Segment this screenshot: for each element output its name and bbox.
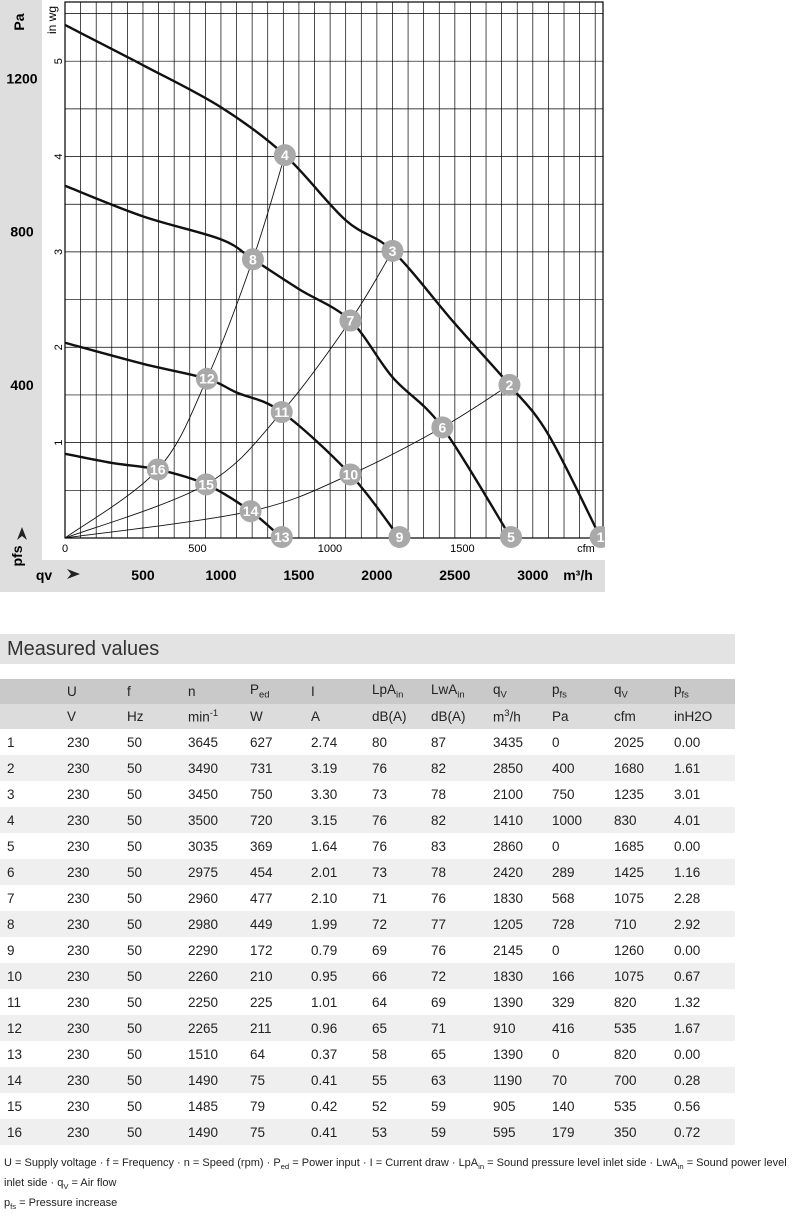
operating-point-label: 13 (273, 529, 290, 545)
table-cell: 8 (0, 911, 61, 937)
table-cell: 1 (0, 729, 61, 755)
table-cell: 1.16 (668, 859, 735, 885)
table-cell: 211 (244, 1015, 305, 1041)
column-unit: $m^3/h$ (487, 704, 546, 729)
table-cell: 2860 (487, 833, 546, 859)
table-cell: 289 (546, 859, 608, 885)
table-cell: 166 (546, 963, 608, 989)
table-cell: 7 (0, 885, 61, 911)
table-cell: 2.10 (305, 885, 366, 911)
table-cell: 1.99 (305, 911, 366, 937)
x-tick-m3h: 2000 (361, 567, 393, 583)
table-cell: 0.37 (305, 1041, 366, 1067)
table-cell: 329 (546, 989, 608, 1015)
table-cell: 12 (0, 1015, 61, 1041)
table-cell: 52 (366, 1093, 425, 1119)
operating-point-label: 2 (505, 376, 514, 393)
table-row (0, 1067, 735, 1093)
table-cell: 830 (608, 807, 668, 833)
table-cell: 1485 (182, 1093, 244, 1119)
column-unit: inH2O (668, 704, 735, 729)
table-cell: 0.56 (668, 1093, 735, 1119)
table-cell: 0.72 (668, 1119, 735, 1145)
table-cell: 82 (425, 755, 487, 781)
column-header: n (182, 679, 244, 704)
table-cell: 750 (546, 781, 608, 807)
table-cell: 595 (487, 1119, 546, 1145)
table-cell: 3 (0, 781, 61, 807)
legend-line-1: U = Supply voltage · f = Frequency · n = Speed $(rpm) \cdot P_{ed}$ = Power input · I = Current draw · LpA$_{in}$ = Sound pressure level inlet side · LwA$_{in}$ = Sound power level inlet side · $q_V$ = Air flow (4, 1157, 787, 1192)
table-cell: 80 (366, 729, 425, 755)
table-cell: 76 (366, 833, 425, 859)
table-cell: 4 (0, 807, 61, 833)
column-unit: $\min^{-1}$ (182, 704, 244, 729)
table-cell: 230 (61, 885, 121, 911)
table-cell: 2960 (182, 885, 244, 911)
table-row (0, 937, 735, 963)
table-cell: 700 (608, 1067, 668, 1093)
operating-point-label: 14 (242, 503, 259, 520)
table-cell: 72 (425, 963, 487, 989)
table-cell: 1425 (608, 859, 668, 885)
column-header (0, 679, 61, 704)
table-cell: 416 (546, 1015, 608, 1041)
table-cell: 0.00 (668, 729, 735, 755)
table-cell: 50 (121, 807, 182, 833)
table-cell: 369 (244, 833, 305, 859)
table-row (0, 1015, 735, 1041)
table-cell: 820 (608, 989, 668, 1015)
operating-point-label: 8 (249, 251, 257, 268)
table-cell: 2.01 (305, 859, 366, 885)
table-cell: 230 (61, 1015, 121, 1041)
table-cell: 3035 (182, 833, 244, 859)
column-header: LpA$_{in}$ (366, 679, 425, 704)
table-cell: 69 (366, 937, 425, 963)
table-cell: 15 (0, 1093, 61, 1119)
table-cell: 2420 (487, 859, 546, 885)
table-cell: 230 (61, 1041, 121, 1067)
operating-point-label: 11 (274, 404, 290, 421)
operating-point-label: 1 (596, 529, 605, 545)
table-cell: 0.96 (305, 1015, 366, 1041)
table-cell: 230 (61, 833, 121, 859)
x-tick-m3h: 2500 (439, 567, 471, 583)
table-cell: 0 (546, 1041, 608, 1067)
table-cell: 0.67 (668, 963, 735, 989)
y-tick-pa: 800 (10, 223, 34, 240)
table-cell: 75 (244, 1067, 305, 1093)
table-cell: 179 (546, 1119, 608, 1145)
table-cell: 73 (366, 859, 425, 885)
table-cell: 477 (244, 885, 305, 911)
table-cell: 225 (244, 989, 305, 1015)
table-row (0, 807, 735, 833)
table-cell: 1.32 (668, 989, 735, 1015)
table-cell: 50 (121, 911, 182, 937)
table-cell: 64 (244, 1041, 305, 1067)
table-row (0, 833, 735, 859)
table-cell: 53 (366, 1119, 425, 1145)
table-cell: 50 (121, 833, 182, 859)
table-cell: 9 (0, 937, 61, 963)
table-cell: 230 (61, 729, 121, 755)
table-cell: 2100 (487, 781, 546, 807)
column-header: I (305, 679, 366, 704)
column-unit: Pa (546, 704, 608, 729)
table-cell: 78 (425, 859, 487, 885)
table-cell: 2145 (487, 937, 546, 963)
x-tick-m3h: 1000 (205, 567, 237, 583)
table-cell: 10 (0, 963, 61, 989)
legend-line-2: $p_{fs}$ = Pressure increase (4, 1197, 118, 1212)
table-cell: 3.19 (305, 755, 366, 781)
table-cell: 1830 (487, 963, 546, 989)
table-cell: 82 (425, 807, 487, 833)
x-tick-m3h: 1500 (283, 567, 315, 583)
table-cell: 2.74 (305, 729, 366, 755)
table-cell: 0.00 (668, 937, 735, 963)
table-cell: 0 (546, 937, 608, 963)
table-cell: 2 (0, 755, 61, 781)
table-cell: 1.64 (305, 833, 366, 859)
table-cell: 0.42 (305, 1093, 366, 1119)
y-tick-pa: 1200 (6, 70, 38, 87)
table-cell: 1075 (608, 963, 668, 989)
y-axis-label-pfs: pfs (9, 545, 25, 567)
y-axis-unit-pa: Pa (11, 13, 27, 31)
table-cell: 65 (366, 1015, 425, 1041)
table-cell: 50 (121, 963, 182, 989)
column-header: f (121, 679, 182, 704)
table-row (0, 1093, 735, 1119)
table-cell: 2250 (182, 989, 244, 1015)
table-row (0, 911, 735, 937)
table-cell: 230 (61, 1067, 121, 1093)
table-row (0, 781, 735, 807)
table-cell: 820 (608, 1041, 668, 1067)
table-cell: 2980 (182, 911, 244, 937)
table-cell: 6 (0, 859, 61, 885)
operating-point-label: 5 (507, 529, 515, 545)
column-unit: A (305, 704, 366, 729)
operating-point-label: 6 (438, 419, 447, 436)
table-cell: 2.28 (668, 885, 735, 911)
table-cell: 2265 (182, 1015, 244, 1041)
table-cell: 16 (0, 1119, 61, 1145)
table-cell: 230 (61, 963, 121, 989)
table-cell: 76 (366, 807, 425, 833)
table-cell: 0.95 (305, 963, 366, 989)
table-cell: 535 (608, 1093, 668, 1119)
table-cell: 2260 (182, 963, 244, 989)
table-cell: 728 (546, 911, 608, 937)
table-cell: 64 (366, 989, 425, 1015)
table-row (0, 963, 735, 989)
table-cell: 83 (425, 833, 487, 859)
table-row (0, 755, 735, 781)
table-cell: 627 (244, 729, 305, 755)
table-header-units (0, 704, 735, 729)
table-cell: 50 (121, 1041, 182, 1067)
table-cell: 3.30 (305, 781, 366, 807)
table-cell: 70 (546, 1067, 608, 1093)
table-cell: 172 (244, 937, 305, 963)
table-cell: 59 (425, 1093, 487, 1119)
table-cell: 3435 (487, 729, 546, 755)
table-row (0, 729, 735, 755)
table-cell: 568 (546, 885, 608, 911)
table-cell: 230 (61, 1093, 121, 1119)
table-cell: 1.67 (668, 1015, 735, 1041)
table-cell: 449 (244, 911, 305, 937)
table-cell: 1830 (487, 885, 546, 911)
legend-footnote (4, 1155, 800, 1216)
table-cell: 230 (61, 755, 121, 781)
table-cell: 50 (121, 781, 182, 807)
table-cell: 58 (366, 1041, 425, 1067)
x-tick-cfm: 0 (61, 543, 69, 555)
table-cell: 230 (61, 859, 121, 885)
table-body (0, 729, 735, 1145)
table-cell: 1.01 (305, 989, 366, 1015)
table-cell: 69 (425, 989, 487, 1015)
table-cell: 76 (425, 885, 487, 911)
table-cell: 73 (366, 781, 425, 807)
table-cell: 2290 (182, 937, 244, 963)
operating-point-label: 4 (280, 147, 289, 164)
operating-point-label: 7 (346, 312, 355, 329)
table-cell: 3.01 (668, 781, 735, 807)
x-tick-m3h: 500 (131, 567, 155, 583)
table-cell: 72 (366, 911, 425, 937)
table-cell: 0.79 (305, 937, 366, 963)
x-tick-cfm: 1500 (450, 543, 475, 555)
table-cell: 2.92 (668, 911, 735, 937)
table-cell: 50 (121, 1015, 182, 1041)
table-row (0, 1119, 735, 1145)
y-tick-inwg: 2 (53, 344, 65, 351)
table-cell: 3490 (182, 755, 244, 781)
table-cell: 76 (366, 755, 425, 781)
y-tick-inwg: 4 (53, 153, 65, 160)
table-cell: 14 (0, 1067, 61, 1093)
column-header: $q_V$ (487, 679, 546, 704)
operating-point-label: 15 (198, 476, 214, 493)
table-cell: 140 (546, 1093, 608, 1119)
table-cell: 1510 (182, 1041, 244, 1067)
table-row (0, 885, 735, 911)
table-cell: 1490 (182, 1067, 244, 1093)
table-cell: 1075 (608, 885, 668, 911)
table-cell: 1490 (182, 1119, 244, 1145)
operating-point-label: 3 (388, 242, 397, 259)
table-cell: 11 (0, 989, 61, 1015)
column-unit: W (244, 704, 305, 729)
table-cell: 3500 (182, 807, 244, 833)
table-cell: 50 (121, 989, 182, 1015)
table-cell: 230 (61, 1119, 121, 1145)
table-cell: 50 (121, 1119, 182, 1145)
operating-point-label: 16 (149, 461, 166, 478)
column-unit: V (61, 704, 121, 729)
table-cell: 50 (121, 859, 182, 885)
x-axis-label-qv: qv (35, 567, 53, 583)
table-cell: 750 (244, 781, 305, 807)
table-cell: 2025 (608, 729, 668, 755)
table-cell: 50 (121, 937, 182, 963)
table-cell: 63 (425, 1067, 487, 1093)
x-unit-m3h: m³/h (563, 567, 593, 583)
table-cell: 230 (61, 989, 121, 1015)
table-cell: 1680 (608, 755, 668, 781)
table-cell: 55 (366, 1067, 425, 1093)
table-cell: 1260 (608, 937, 668, 963)
table-cell: 50 (121, 1093, 182, 1119)
table-cell: 50 (121, 729, 182, 755)
table-cell: 59 (425, 1119, 487, 1145)
table-cell: 1000 (546, 807, 608, 833)
column-header: $p_{fs}$ (546, 679, 608, 704)
table-cell: 3.15 (305, 807, 366, 833)
table-cell: 1190 (487, 1067, 546, 1093)
table-cell: 2850 (487, 755, 546, 781)
table-cell: 0.28 (668, 1067, 735, 1093)
y-tick-inwg: 1 (53, 439, 65, 446)
table-header-names (0, 679, 735, 704)
column-header: $P_{ed}$ (244, 679, 305, 704)
table-cell: 1235 (608, 781, 668, 807)
column-unit: dB(A) (425, 704, 487, 729)
fan-curve-chart (0, 0, 605, 592)
table-cell: 1685 (608, 833, 668, 859)
y-tick-inwg: 3 (53, 248, 65, 255)
table-cell: 230 (61, 781, 121, 807)
measured-values-title: Measured values (0, 634, 735, 664)
x-unit-cfm: cfm (577, 543, 595, 555)
table-cell: 731 (244, 755, 305, 781)
table-cell: 1390 (487, 989, 546, 1015)
chart-svg (0, 0, 605, 592)
table-cell: 454 (244, 859, 305, 885)
table-row (0, 989, 735, 1015)
table-cell: 350 (608, 1119, 668, 1145)
table-cell: 905 (487, 1093, 546, 1119)
table-row (0, 1041, 735, 1067)
table-cell: 76 (425, 937, 487, 963)
table-cell: 0.00 (668, 1041, 735, 1067)
operating-point-label: 9 (395, 529, 404, 545)
column-unit: Hz (121, 704, 182, 729)
table-cell: 230 (61, 807, 121, 833)
table-cell: 4.01 (668, 807, 735, 833)
x-tick-m3h: 3000 (517, 567, 549, 583)
table-cell: 0.41 (305, 1067, 366, 1093)
table-cell: 75 (244, 1119, 305, 1145)
table-cell: 1.61 (668, 755, 735, 781)
table-cell: 720 (244, 807, 305, 833)
table-cell: 710 (608, 911, 668, 937)
table-cell: 1410 (487, 807, 546, 833)
table-row (0, 859, 735, 885)
table-cell: 1390 (487, 1041, 546, 1067)
table-cell: 77 (425, 911, 487, 937)
column-header: $q_V$ (608, 679, 668, 704)
table-cell: 50 (121, 1067, 182, 1093)
column-unit: dB(A) (366, 704, 425, 729)
table-cell: 230 (61, 937, 121, 963)
y-tick-pa: 400 (10, 376, 34, 393)
y-axis-unit-inwg: in wg (45, 5, 59, 35)
table-cell: 65 (425, 1041, 487, 1067)
table-cell: 66 (366, 963, 425, 989)
table-cell: 79 (244, 1093, 305, 1119)
measured-values-table (0, 679, 735, 1145)
column-header: LwA$_{in}$ (425, 679, 487, 704)
table-cell: 71 (425, 1015, 487, 1041)
table-cell: 13 (0, 1041, 61, 1067)
table-cell: 71 (366, 885, 425, 911)
table-cell: 0.00 (668, 833, 735, 859)
column-header: U (61, 679, 121, 704)
table-cell: 400 (546, 755, 608, 781)
column-unit (0, 704, 61, 729)
table-cell: 3645 (182, 729, 244, 755)
operating-point-label: 10 (342, 466, 359, 483)
table-cell: 2975 (182, 859, 244, 885)
table-cell: 535 (608, 1015, 668, 1041)
table-cell: 0.41 (305, 1119, 366, 1145)
table-cell: 78 (425, 781, 487, 807)
table-cell: 210 (244, 963, 305, 989)
left-axis-panel (0, 0, 42, 592)
y-tick-inwg: 5 (53, 58, 65, 65)
x-tick-cfm: 500 (188, 543, 207, 555)
table-cell: 3450 (182, 781, 244, 807)
table-cell: 0 (546, 729, 608, 755)
column-header: $p_{fs}$ (668, 679, 735, 704)
table-cell: 910 (487, 1015, 546, 1041)
table-cell: 0 (546, 833, 608, 859)
table-cell: 1205 (487, 911, 546, 937)
table-cell: 5 (0, 833, 61, 859)
column-unit: cfm (608, 704, 668, 729)
x-tick-cfm: 1000 (317, 543, 343, 555)
table-cell: 87 (425, 729, 487, 755)
table-cell: 50 (121, 755, 182, 781)
table-cell: 230 (61, 911, 121, 937)
operating-point-label: 12 (199, 370, 215, 387)
table-cell: 50 (121, 885, 182, 911)
